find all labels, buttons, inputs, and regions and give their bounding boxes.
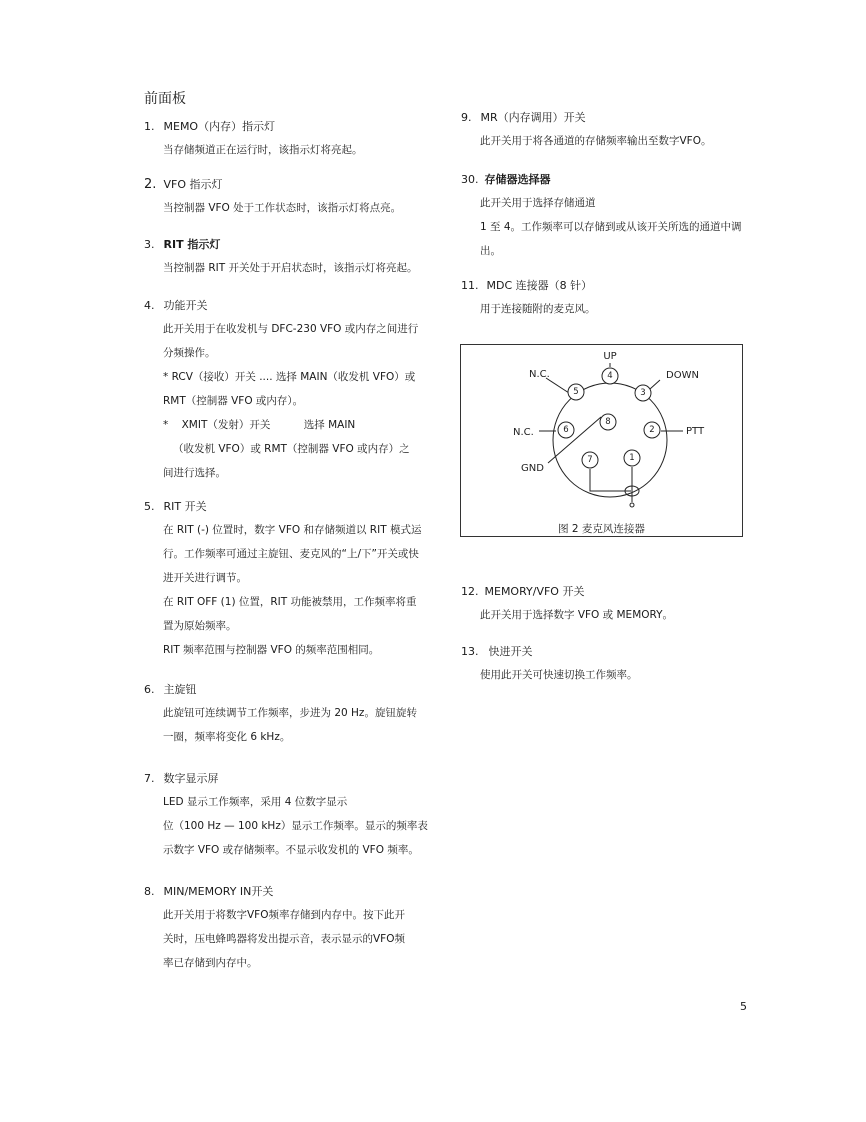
body-line: 在 RIT (-) 位置时，数字 VFO 和存储频道以 RIT 模式运	[163, 524, 422, 536]
section-9	[461, 111, 712, 153]
section-body	[163, 518, 421, 662]
section-number: 6.	[144, 683, 155, 696]
section-title: RIT 指示灯	[163, 238, 221, 251]
body-line: 率已存储到内存中。	[163, 957, 258, 969]
pin-label: 2	[649, 425, 655, 435]
section-5	[144, 500, 421, 662]
section-body	[480, 603, 673, 627]
pin-label: 3	[640, 388, 646, 398]
section-body	[480, 663, 638, 687]
section-title: MDC 连接器（8 针）	[486, 279, 593, 292]
body-line: 此旋钮可连续调节工作频率，步进为 20 Hz。旋钮旋转	[163, 707, 417, 719]
label-nc-left: N.C.	[513, 427, 534, 438]
section-body	[163, 701, 417, 749]
section-body	[163, 903, 405, 975]
section-heading	[144, 500, 421, 514]
section-body	[163, 256, 417, 280]
section-1	[144, 120, 363, 162]
page-number: 5	[740, 1000, 747, 1013]
sub-item-cont: RMT（控制器 VFO 或内存）。	[163, 395, 304, 407]
section-number: 1.	[144, 120, 155, 133]
body-line: 使用此开关可快速切换工作频率。	[480, 669, 638, 681]
section-heading	[461, 173, 742, 187]
section-2	[144, 178, 401, 220]
body-line: 此开关用于将数字VFO频率存储到内存中。按下此开	[163, 909, 405, 921]
section-6	[144, 683, 417, 749]
section-8	[144, 885, 405, 975]
section-title: MEMO（内存）指示灯	[163, 120, 276, 133]
label-down: DOWN	[666, 370, 699, 381]
section-body	[163, 138, 363, 162]
mic-connector-figure	[460, 344, 743, 537]
body-line: 分频操作。	[163, 347, 216, 359]
section-title: MR（内存调用）开关	[480, 111, 586, 124]
body-line: 示数字 VFO 或存储频率。不显示收发机的 VFO 频率。	[163, 844, 419, 856]
section-number: 2.	[144, 177, 157, 192]
section-number: 7.	[144, 772, 155, 785]
leader-line-nc-top	[546, 378, 569, 393]
sub-item: * RCV（接收）开关 .... 选择 MAIN（收发机 VFO）或	[163, 371, 416, 383]
section-body	[480, 129, 712, 153]
section-7	[144, 772, 428, 862]
connector-outline	[553, 383, 667, 497]
pin7-wire	[590, 469, 631, 491]
section-number: 9.	[461, 111, 472, 124]
section-body	[480, 297, 596, 321]
body-line: 一圈，频率将变化 6 kHz。	[163, 731, 291, 743]
section-title: 快进开关	[488, 645, 533, 658]
section-heading	[144, 299, 418, 313]
section-title: RIT 开关	[163, 500, 207, 513]
body-line: 此开关用于选择存储通道	[480, 197, 596, 209]
body-line: 关时，压电蜂鸣器将发出提示音，表示显示的VFO频	[163, 933, 405, 945]
section-heading	[144, 885, 405, 899]
pin-label: 5	[573, 387, 579, 397]
sub-item: * XMIT（发射）开关 选择 MAIN	[163, 419, 356, 431]
section-heading	[461, 645, 638, 659]
body-line: 行。工作频率可通过主旋钮、麦克风的“上/下”开关或快	[163, 548, 419, 560]
section-heading	[144, 238, 417, 252]
section-number: 30.	[461, 173, 479, 186]
section-number: 8.	[144, 885, 155, 898]
body-line: 当控制器 RIT 开关处于开启状态时，该指示灯将亮起。	[163, 262, 418, 274]
section-number: 4.	[144, 299, 155, 312]
pin-label: 6	[563, 425, 569, 435]
section-title: 存储器选择器	[484, 173, 551, 186]
page-title: 前面板	[144, 91, 186, 107]
section-number: 11.	[461, 279, 479, 292]
sub-item-cont: 间进行选择。	[163, 467, 226, 479]
section-heading	[461, 585, 673, 599]
section-title: VFO 指示灯	[163, 178, 223, 191]
sub-item-cont: （收发机 VFO）或 RMT（控制器 VFO 或内存）之	[173, 443, 410, 455]
section-heading	[461, 111, 712, 125]
section-11	[461, 279, 596, 321]
body-line: 当存储频道正在运行时，该指示灯将亮起。	[163, 144, 363, 156]
section-title: MEMORY/VFO 开关	[484, 585, 585, 598]
section-title: 功能开关	[163, 299, 208, 312]
pin-label: 7	[587, 455, 593, 465]
section-heading	[461, 279, 596, 293]
label-up: UP	[603, 351, 617, 362]
section-body	[480, 191, 742, 263]
body-line: 位（100 Hz — 100 kHz）显示工作频率。显示的频率表	[163, 820, 428, 832]
leader-line-down	[650, 380, 660, 389]
body-line: 用于连接随附的麦克风。	[480, 303, 596, 315]
section-body	[163, 317, 418, 485]
section-heading	[144, 178, 401, 192]
section-body	[163, 196, 401, 220]
section-number: 3.	[144, 238, 155, 251]
body-line: 置为原始频率。	[163, 620, 237, 632]
body-line: 此开关用于在收发机与 DFC-230 VFO 或内存之间进行	[163, 323, 419, 335]
section-heading	[144, 772, 428, 786]
section-title: MIN/MEMORY IN开关	[163, 885, 274, 898]
section-13	[461, 645, 638, 687]
section-12	[461, 585, 673, 627]
label-gnd: GND	[521, 463, 544, 474]
pin-label: 8	[605, 417, 611, 427]
body-line: 此开关用于将各通道的存储频率输出至数字VFO。	[480, 135, 712, 147]
label-nc-top: N.C.	[529, 369, 550, 380]
section-number: 13.	[461, 645, 479, 658]
body-line: LED 显示工作频率，采用 4 位数字显示	[163, 796, 348, 808]
section-body	[163, 790, 428, 862]
section-4	[144, 299, 418, 485]
body-line: 出。	[480, 245, 501, 257]
body-line: 此开关用于选择数字 VFO 或 MEMORY。	[480, 609, 674, 621]
pin-label: 4	[607, 371, 613, 381]
body-line: 1 至 4。工作频率可以存储到或从该开关所选的通道中调	[480, 221, 742, 233]
label-ptt: PTT	[686, 426, 705, 437]
section-heading	[144, 683, 417, 697]
body-line: 在 RIT OFF (1) 位置，RIT 功能被禁用，工作频率将重	[163, 596, 417, 608]
pin-label: 1	[629, 453, 635, 463]
section-3	[144, 238, 417, 280]
section-number: 12.	[461, 585, 479, 598]
section-heading	[144, 120, 363, 134]
connector-diagram	[461, 345, 744, 538]
figure-caption: 图 2 麦克风连接器	[558, 523, 645, 535]
section-title: 主旋钮	[163, 683, 197, 696]
pin-terminal	[630, 503, 634, 507]
body-line: 当控制器 VFO 处于工作状态时，该指示灯将点亮。	[163, 202, 402, 214]
body-line: 进开关进行调节。	[163, 572, 247, 584]
section-number: 5.	[144, 500, 155, 513]
section-title: 数字显示屏	[163, 772, 219, 785]
section-10	[461, 173, 742, 263]
body-line: RIT 频率范围与控制器 VFO 的频率范围相同。	[163, 644, 380, 656]
